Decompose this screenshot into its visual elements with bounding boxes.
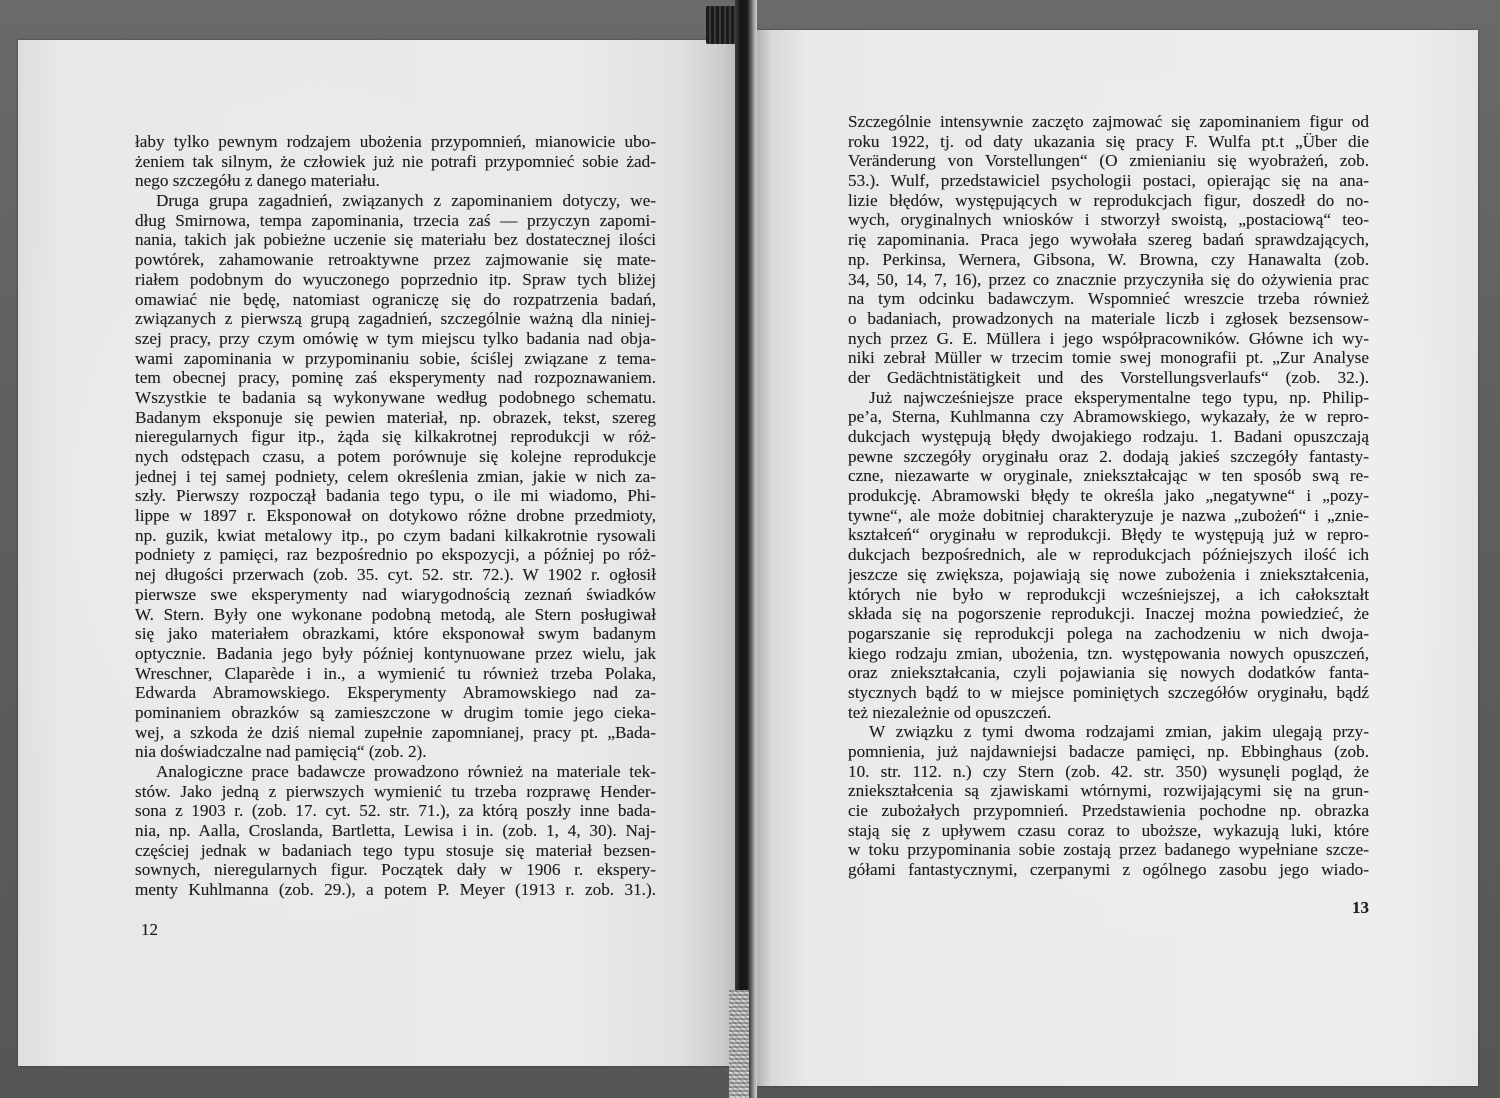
paragraph bbox=[848, 112, 1369, 388]
paragraph bbox=[848, 722, 1369, 880]
text-line: jeszcze się zwiększa, pojawiają się nowe zubożenia i zniekształcenia, bbox=[848, 564, 1369, 584]
text-line: der Gedächtnistätigkeit und des Vorstellungsverlaufs“ (zob. 32.). bbox=[848, 367, 1369, 387]
text-line: powtórek, zahamowanie retroaktywne przez zajmowanie się mate- bbox=[135, 250, 656, 270]
text-line: czne, niezawarte w oryginale, zniekształcając w ten sposób swą re- bbox=[848, 466, 1369, 486]
text-line: oraz zniekształcania, czyli pojawiania się nowych dodatków fanta- bbox=[848, 663, 1369, 683]
text-line: stycznych bądź to w miejsce pominiętych szczegółów oryginału, bądź bbox=[848, 682, 1369, 702]
binding-ribbon bbox=[729, 990, 749, 1098]
text-line: dukcjach bezpośrednich, ale w reprodukcjach późniejszych ilość ich bbox=[848, 545, 1369, 565]
page-text bbox=[135, 132, 656, 900]
text-line: produkcję. Abramowski błędy te określa jako „negatywne“ i „pozy- bbox=[848, 486, 1369, 506]
text-line: Edwarda Abramowskiego. Eksperymenty Abramowskiego nad za- bbox=[135, 683, 656, 703]
paragraph bbox=[848, 388, 1369, 723]
text-line: składa się na pogorszenie reprodukcji. Inaczej można powiedzieć, że bbox=[848, 604, 1369, 624]
text-line: nania, takich jak pobieżne uczenie się materiału bez dostatecznej ilości bbox=[135, 230, 656, 250]
text-line: pewne szczegóły oryginału oraz 2. dodają jakieś szczegóły fantasty- bbox=[848, 446, 1369, 466]
text-line: tem obecnej pracy, pominę zaś eksperymenty nad rozpoznawaniem. bbox=[135, 368, 656, 388]
text-line: pierwsze swe eksperymenty nad wiarygodnością zeznań świadków bbox=[135, 584, 656, 604]
text-line: niki zebrał Müller w trzecim tomie swej monografii pt. „Zur Analyse bbox=[848, 348, 1369, 368]
text-line: Już najwcześniejsze prace eksperymentalne tego typu, np. Philip- bbox=[869, 387, 1369, 407]
text-line: omawiać nie będę, natomiast ograniczę się do rozpatrzenia badań, bbox=[135, 289, 656, 309]
text-line: w toku przypominania sobie zostają przez badanego wypełniane szcze- bbox=[848, 840, 1369, 860]
page-number: 13 bbox=[1352, 898, 1369, 917]
text-line: częściej jednak w badaniach tego typu stosuje się materiał bezsen- bbox=[135, 840, 656, 860]
text-line: Badanym eksponuje się pewien materiał, np. obrazek, tekst, szereg bbox=[135, 407, 656, 427]
text-line: W. Stern. Były one wykonane podobną metodą, ale Stern posługiwał bbox=[135, 604, 656, 624]
text-line: kształceń“ oryginału w reprodukcji. Błędy te występują już w repro- bbox=[848, 525, 1369, 545]
text-line: stów. Jako jedną z pierwszych wymienić tu trzeba rozprawę Hender- bbox=[135, 781, 656, 801]
text-line: dukcjach występują błędy dwojakiego rodzaju. 1. Badani opuszczają bbox=[848, 427, 1369, 446]
text-line: których nie było w reprodukcji wcześniejszej, a ich całokształt bbox=[848, 584, 1369, 604]
text-line: Analogiczne prace badawcze prowadzono również na materiale tek- bbox=[156, 762, 656, 781]
text-line: Veränderung von Vorstellungen“ (O zmienianiu się wyobrażeń, zob. bbox=[848, 151, 1369, 171]
text-line: nego szczegółu z danego materiału. bbox=[135, 171, 380, 191]
text-line: pomnienia, już najdawniejsi badacze pamięci, np. Ebbinghaus (zob. bbox=[848, 742, 1369, 761]
text-line: nych odstępach czasu, a potem porównuje się kolejne reprodukcje bbox=[135, 447, 656, 466]
text-line: Wreschner, Claparède i in., a wymienić tu również trzeba Polaka, bbox=[135, 663, 656, 683]
text-line: cie zubożałych przypomnień. Przedstawienia pochodne np. obrazka bbox=[848, 801, 1369, 821]
text-line: na tym odcinku badawczym. Wspomnieć wreszcie trzeba również bbox=[848, 289, 1369, 309]
right-page bbox=[757, 30, 1478, 1086]
page-text bbox=[848, 112, 1369, 880]
text-line: stają się z upływem czasu coraz to uboższe, wykazują luki, które bbox=[848, 820, 1369, 840]
text-line: 53.). Wulf, przedstawiciel psychologii postaci, opierając się na ana- bbox=[848, 171, 1369, 191]
text-line: wej, a szkoda że dziś niemal zupełnie zapomnianej, pracy pt. „Bada- bbox=[135, 722, 656, 742]
binding-tab bbox=[706, 6, 736, 44]
text-line: się jako materiałem obrazkami, które eksponował swym badanym bbox=[135, 624, 656, 644]
text-line: kiego rodzaju zmian, ubożenia, tzn. występowania nowych opuszczeń, bbox=[848, 643, 1369, 663]
text-line: nieregularnych figur itp., żąda się kilkakrotnej reprodukcji w róż- bbox=[135, 427, 656, 447]
text-line: optycznie. Badania jego były później kontynuowane przez wielu, jak bbox=[135, 643, 656, 663]
text-line: tywne“, ale może dobitniej charakteryzuje je nazwa „zubożeń“ i „znie- bbox=[848, 505, 1369, 525]
text-line: pogarszanie się reprodukcji polega na zachodzeniu w nich dwoja- bbox=[848, 623, 1369, 643]
text-line: też niezależnie od opuszczeń. bbox=[848, 702, 1052, 722]
text-line: Wszystkie te badania są wykonywane według podobnego schematu. bbox=[135, 387, 656, 407]
text-line: roku 1922, tj. od daty ukazania się pracy F. Wulfa pt.t „Über die bbox=[848, 131, 1369, 151]
text-line: W związku z tymi dwoma rodzajami zmian, jakim ulegają przy- bbox=[869, 722, 1369, 742]
text-line: wych, oryginalnych wniosków i stworzył swoistą, „postaciową“ teo- bbox=[848, 210, 1369, 230]
left-page bbox=[18, 40, 735, 1066]
text-line: jednej i tej samej podniety, celem określenia zmian, jakie w nich za- bbox=[135, 466, 656, 486]
text-line: zniekształcenia są zjawiskami wtórnymi, rozwijającymi się na grun- bbox=[848, 781, 1369, 801]
paragraph bbox=[135, 191, 656, 762]
text-line: menty Kuhlmanna (zob. 29.), a potem P. Meyer (1913 r. zob. 31.). bbox=[135, 880, 656, 900]
text-line: nia doświadczalne nad pamięcią“ (zob. 2). bbox=[135, 742, 427, 762]
text-line: sona z 1903 r. (zob. 17. cyt. 52. str. 71.), za którą poszły inne bada- bbox=[135, 801, 656, 821]
text-line: lippe w 1897 r. Eksponował on dotykowo różne drobne przedmioty, bbox=[135, 506, 656, 526]
text-line: podniety z pamięci, raz bezpośrednio po ekspozycji, a później po róż- bbox=[135, 545, 656, 565]
text-line: rię zapominania. Praca jego wywołała szereg badań sprawdzających, bbox=[848, 230, 1369, 250]
text-line: np. guzik, kwiat metalowy itp., po czym badani kilkakrotnie rysowali bbox=[135, 525, 656, 545]
text-line: lizie błędów, występujących w reprodukcjach figur, doszedł do no- bbox=[848, 190, 1369, 210]
text-line: 10. str. 112. n.) czy Stern (zob. 42. str. 350) wysunęli pogląd, że bbox=[848, 761, 1369, 781]
text-line: wami zapominania w przypominaniu sobie, ściślej związane z tema- bbox=[135, 348, 656, 368]
paragraph bbox=[135, 762, 656, 900]
text-line: nia, np. Aalla, Croslanda, Bartletta, Lewisa i in. (zob. 1, 4, 30). Naj- bbox=[135, 821, 656, 841]
text-line: dług Smirnowa, tempa zapominania, trzecia zaś — przyczyn zapomi- bbox=[135, 210, 656, 230]
text-line: pominaniem obrazków są zamieszczone w drugim tomie jego cieka- bbox=[135, 702, 656, 722]
text-line: 34, 50, 14, 7, 16), przez co znacznie przyczyniła się do ożywienia prac bbox=[848, 269, 1369, 289]
text-line: szej pracy, przy czym omówię w tym miejscu tylko badania nad obja- bbox=[135, 328, 656, 348]
text-line: żeniem tak silnym, że człowiek już nie potrafi przypomnieć sobie żad- bbox=[135, 151, 656, 171]
text-line: nej długości przerwach (zob. 35. cyt. 52. str. 72.). W 1902 r. ogłosił bbox=[135, 565, 656, 585]
text-line: sownych, nieregularnych figur. Początek dały w 1906 r. ekspery- bbox=[135, 860, 656, 880]
text-line: gółami fantastycznymi, czerpanymi z ogólnego zasobu jego wiado- bbox=[848, 860, 1369, 880]
text-line: np. Perkinsa, Wernera, Gibsona, W. Browna, czy Hanawalta (zob. bbox=[848, 249, 1369, 269]
paragraph bbox=[135, 132, 656, 191]
text-line: pe’a, Sterna, Kuhlmanna czy Abramowskiego, wykazały, że w repro- bbox=[848, 407, 1369, 427]
text-line: związanych z pierwszą grupą zagadnień, szczególnie ważną dla niniej- bbox=[135, 309, 656, 329]
book-spine bbox=[735, 0, 757, 1098]
text-line: szły. Pierwszy rozpoczął badania tego typu, o ile mi wiadomo, Phi- bbox=[135, 486, 656, 506]
page-number: 12 bbox=[141, 920, 158, 939]
text-line: Szczególnie intensywnie zaczęto zajmować się zapominaniem figur od bbox=[848, 112, 1369, 131]
text-line: riałem podobnym do wyuczonego poprzednio itp. Spraw tych bliżej bbox=[135, 269, 656, 289]
text-line: nych przez G. E. Müllera i jego współpracowników. Główne ich wy- bbox=[848, 328, 1369, 348]
text-line: Druga grupa zagadnień, związanych z zapominaniem dotyczy, we- bbox=[156, 191, 656, 211]
text-line: o badaniach, prowadzonych na materiale liczb i zgłosek bezsensow- bbox=[848, 308, 1369, 328]
text-line: łaby tylko pewnym rodzajem ubożenia przypomnień, mianowicie ubo- bbox=[135, 132, 656, 151]
